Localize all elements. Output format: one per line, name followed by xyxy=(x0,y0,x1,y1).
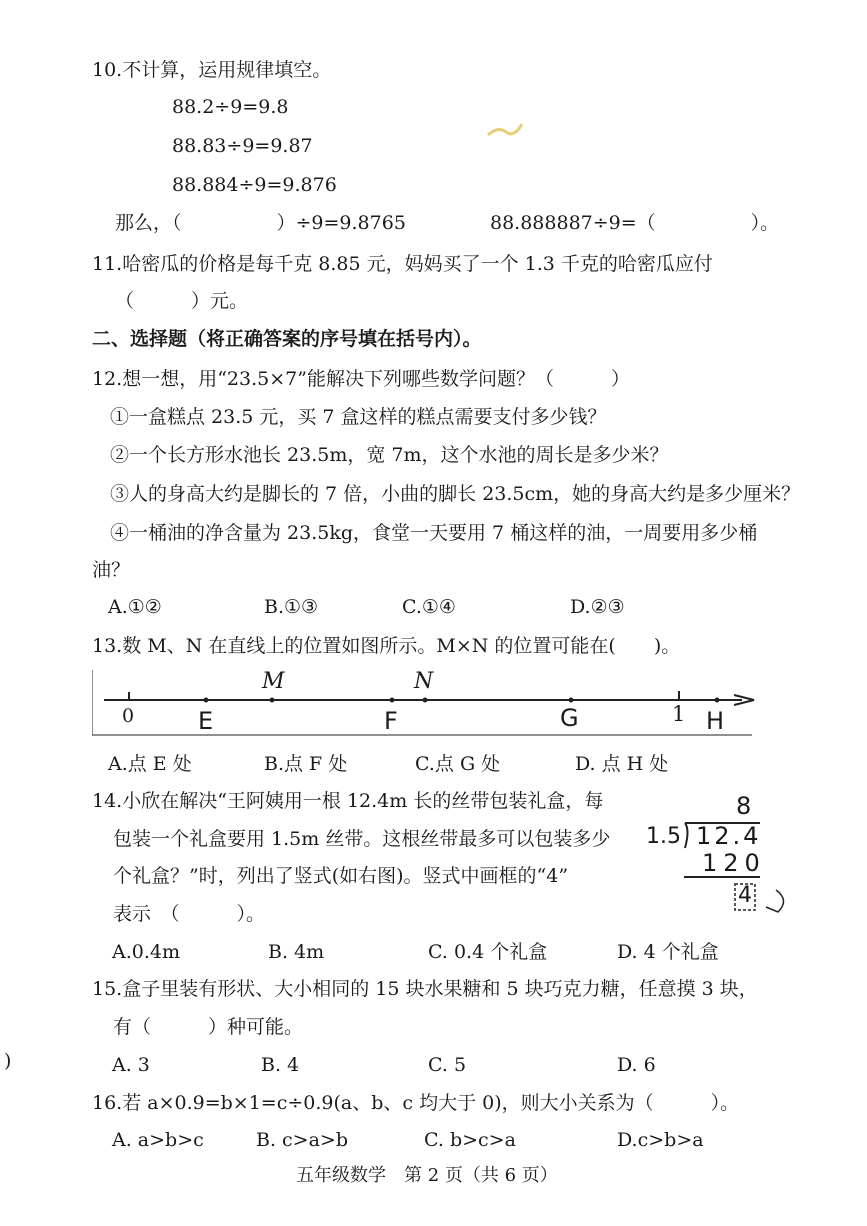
q16-choice-a: A. a>b>c xyxy=(112,1129,204,1151)
q10-equation-3: 88.884÷9=9.876 xyxy=(172,174,337,196)
q14-choice-b: B. 4m xyxy=(268,941,325,963)
q10-answer-b: 88.888887÷9=（ ）。 xyxy=(490,212,780,234)
q12-choice-b: B.①③ xyxy=(264,596,319,618)
q13-choice-d: D. 点 H 处 xyxy=(575,753,669,775)
q12-option-4-line-1: ④一桶油的净含量为 23.5kg，食堂一天要用 7 桶这样的油，一周要用多少桶 xyxy=(110,522,758,544)
q12-option-4-line-2: 油？ xyxy=(92,559,131,581)
section-2-title: 二、选择题（将正确答案的序号填在括号内）。 xyxy=(92,328,482,350)
q14-choice-c: C. 0.4 个礼盒 xyxy=(428,941,548,963)
q16-choice-d: D.c>b>a xyxy=(617,1129,704,1151)
number-line-figure xyxy=(92,669,756,737)
label-n: N xyxy=(414,669,434,694)
product: 120 xyxy=(702,849,766,877)
point-m xyxy=(270,698,275,703)
q12-choice-a: A.①② xyxy=(108,596,162,618)
label-zero: 0 xyxy=(122,705,135,727)
q16-choice-c: C. b>c>a xyxy=(424,1129,516,1151)
label-g: G xyxy=(560,704,579,732)
divisor: 1.5 xyxy=(646,824,681,849)
q13-choice-c: C.点 G 处 xyxy=(415,753,501,775)
q13-choice-a: A.点 E 处 xyxy=(108,753,192,775)
q14-line-1: 14.小欣在解决“王阿姨用一根 12.4m 长的丝带包装礼盒，每 xyxy=(92,790,604,812)
label-h: H xyxy=(706,707,725,735)
q12-choice-c: C.①④ xyxy=(402,596,456,618)
q10-title: 10.不计算，运用规律填空。 xyxy=(92,59,332,81)
q14-choice-a: A.0.4m xyxy=(112,941,180,963)
point-f xyxy=(390,698,395,703)
quotient: 8 xyxy=(736,792,752,820)
q12-option-3: ③人的身高大约是脚长的 7 倍，小曲的脚长 23.5cm，她的身高大约是多少厘米？ xyxy=(110,483,801,505)
q13-title: 13.数 M、N 在直线上的位置如图所示。M×N 的位置可能在( )。 xyxy=(92,635,681,657)
remainder: 4 xyxy=(738,883,752,908)
point-h xyxy=(715,698,720,703)
q16-title: 16.若 a×0.9=b×1=c÷0.9(a、b、c 均大于 0)，则大小关系为（ ）。 xyxy=(92,1092,740,1114)
q15-choice-c: C. 5 xyxy=(428,1054,467,1076)
label-f: F xyxy=(384,707,398,735)
long-division-figure xyxy=(640,790,790,920)
pointer-arrow xyxy=(766,890,784,912)
q14-line-3: 个礼盒？”时，列出了竖式(如右图)。竖式中画框的“4” xyxy=(113,865,569,887)
pencil-mark xyxy=(486,120,526,140)
q14-line-4: 表示 （ ）。 xyxy=(113,903,266,925)
label-one: 1 xyxy=(672,702,686,726)
page-footer: 五年级数学 第 2 页（共 6 页） xyxy=(296,1165,558,1186)
q14-choice-d: D. 4 个礼盒 xyxy=(617,941,719,963)
point-n xyxy=(423,698,428,703)
q13-choice-b: B.点 F 处 xyxy=(264,753,348,775)
point-g xyxy=(569,698,574,703)
q15-choice-b: B. 4 xyxy=(261,1054,300,1076)
q12-title: 12.想一想，用“23.5×7”能解决下列哪些数学问题？（ ） xyxy=(92,368,630,390)
margin-mark: ) xyxy=(4,1050,12,1072)
point-e xyxy=(204,698,209,703)
q15-choice-d: D. 6 xyxy=(617,1054,656,1076)
q16-choice-b: B. c>a>b xyxy=(256,1129,349,1151)
label-m: M xyxy=(262,669,285,694)
q12-choice-d: D.②③ xyxy=(570,596,625,618)
q11-line-2: （ ）元。 xyxy=(115,290,249,312)
dividend: 12.4 xyxy=(696,822,762,850)
q15-choice-a: A. 3 xyxy=(112,1054,150,1076)
q15-line-1: 15.盒子里装有形状、大小相同的 15 块水果糖和 5 块巧克力糖，任意摸 3 块， xyxy=(92,978,758,1000)
label-e: E xyxy=(198,707,214,735)
q11-line-1: 11.哈密瓜的价格是每千克 8.85 元，妈妈买了一个 1.3 千克的哈密瓜应付 xyxy=(92,253,713,275)
q15-line-2: 有（ ）种可能。 xyxy=(113,1016,304,1038)
q10-equation-1: 88.2÷9=9.8 xyxy=(172,96,289,118)
q10-answer-a: 那么，（ ）÷9=9.8765 xyxy=(115,212,406,234)
q10-equation-2: 88.83÷9=9.87 xyxy=(172,135,313,157)
q12-option-2: ②一个长方形水池长 23.5m，宽 7m，这个水池的周长是多少米？ xyxy=(110,444,669,466)
q12-option-1: ①一盒糕点 23.5 元，买 7 盒这样的糕点需要支付多少钱？ xyxy=(110,406,607,428)
q14-line-2: 包装一个礼盒要用 1.5m 丝带。这根丝带最多可以包装多少 xyxy=(113,828,611,850)
division-bracket xyxy=(685,823,688,848)
